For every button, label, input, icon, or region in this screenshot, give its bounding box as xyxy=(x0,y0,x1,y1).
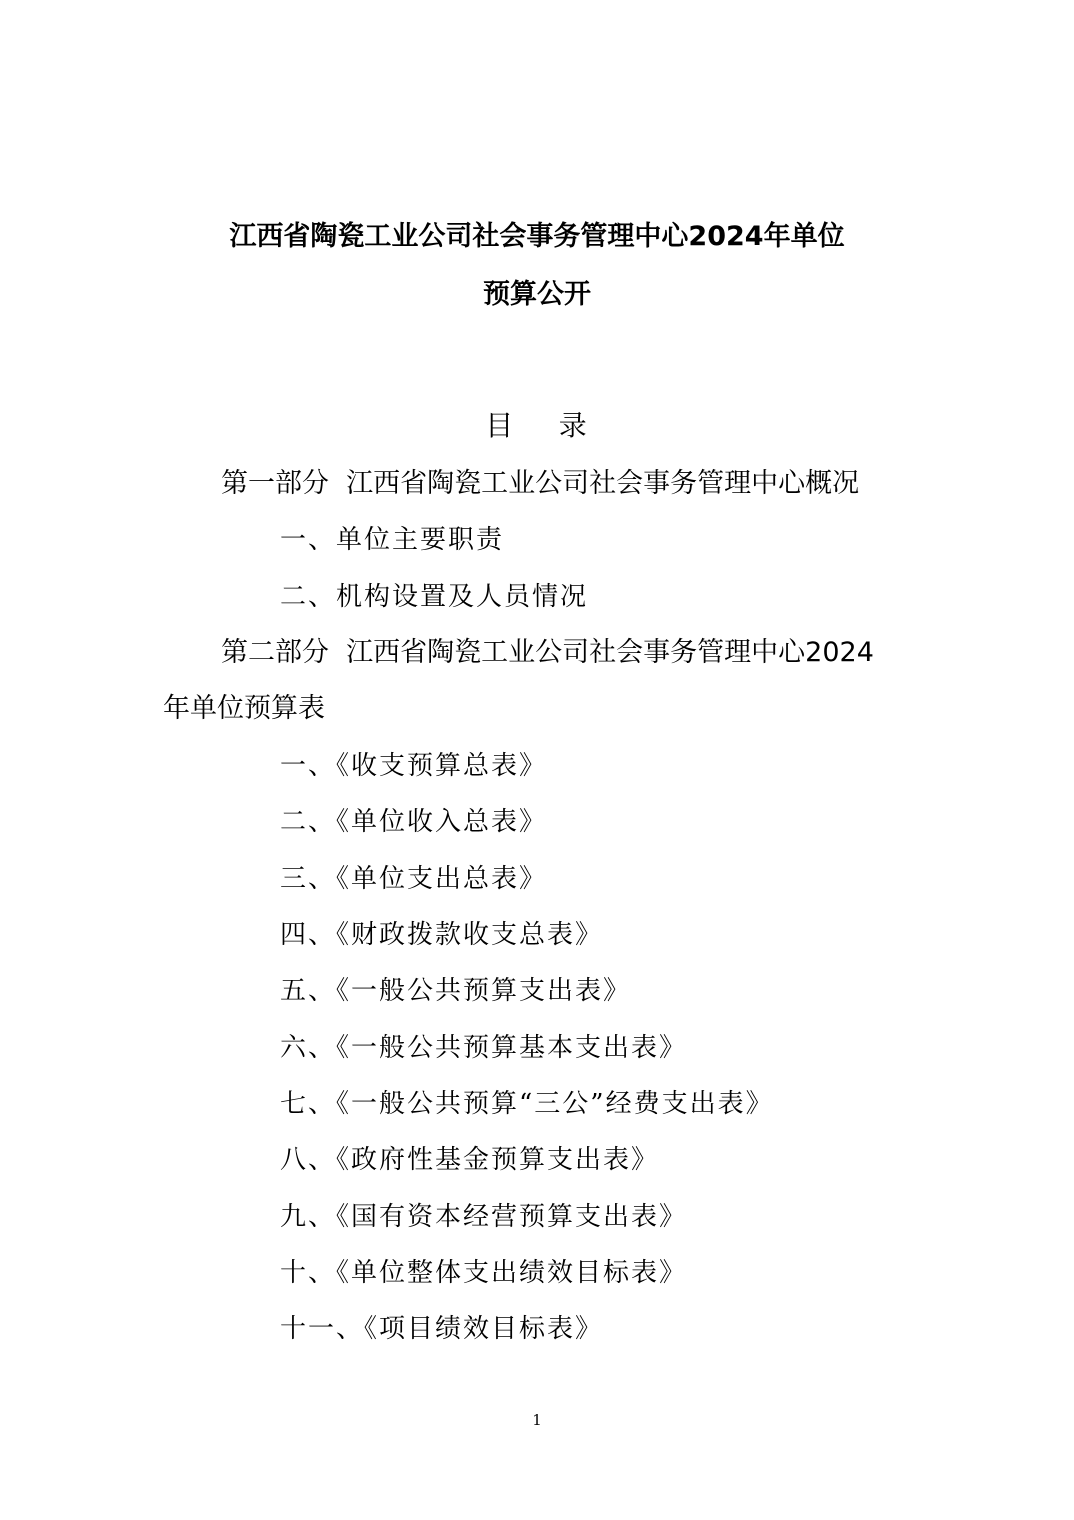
toc-part2-item-11: 十一、《项目绩效目标表》 xyxy=(280,1314,604,1344)
toc-part1-heading: 第一部分 江西省陶瓷工业公司社会事务管理中心概况 xyxy=(221,468,860,499)
toc-part2-item-5: 五、《一般公共预算支出表》 xyxy=(280,976,632,1006)
toc-part2-item-9: 九、《国有资本经营预算支出表》 xyxy=(280,1202,688,1232)
toc-heading: 目 录 xyxy=(485,409,589,442)
toc-part2-item-7: 七、《一般公共预算“三公”经费支出表》 xyxy=(280,1089,774,1119)
toc-part2-item-4: 四、《财政拨款收支总表》 xyxy=(280,920,604,950)
toc-part1-item-1: 一、单位主要职责 xyxy=(280,525,505,555)
toc-part2-item-2: 二、《单位收入总表》 xyxy=(280,807,548,837)
document-title-line-2: 预算公开 xyxy=(483,279,591,310)
toc-part2-item-6: 六、《一般公共预算基本支出表》 xyxy=(280,1033,688,1063)
toc-part2-item-1: 一、《收支预算总表》 xyxy=(280,751,548,781)
toc-part2-item-10: 十、《单位整体支出绩效目标表》 xyxy=(280,1258,688,1288)
page-number: 1 xyxy=(532,1411,542,1429)
toc-part1-item-2: 二、机构设置及人员情况 xyxy=(280,582,589,612)
toc-part2-heading-line-1: 第二部分 江西省陶瓷工业公司社会事务管理中心2024 xyxy=(221,637,874,668)
document-title-line-1: 江西省陶瓷工业公司社会事务管理中心2024年单位 xyxy=(229,221,845,252)
toc-part2-heading-line-2: 年单位预算表 xyxy=(163,693,325,724)
toc-part2-item-8: 八、《政府性基金预算支出表》 xyxy=(280,1145,660,1175)
toc-part2-item-3: 三、《单位支出总表》 xyxy=(280,864,548,894)
